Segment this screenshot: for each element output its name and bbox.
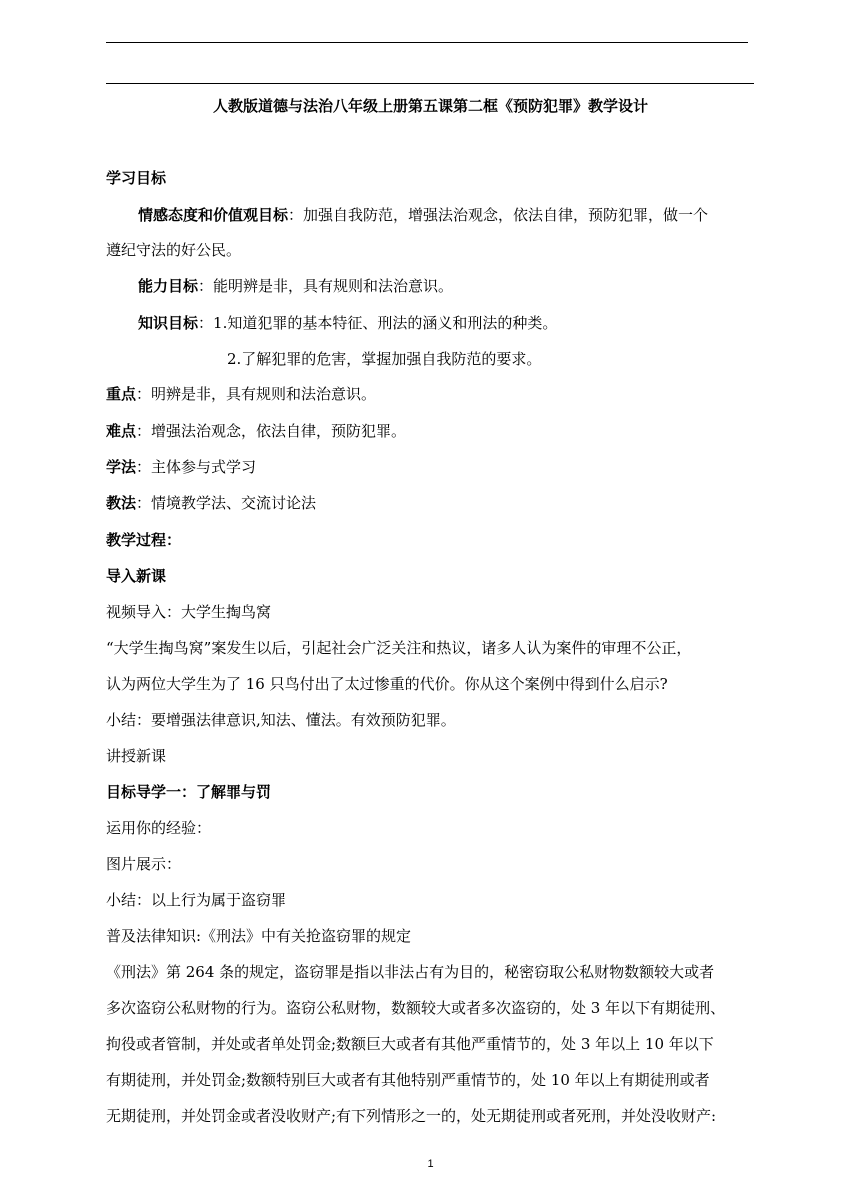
- video-intro: 视频导入：大学生掏鸟窝: [106, 603, 272, 621]
- knowledge-goal-label: 知识目标: [138, 314, 199, 332]
- experience: 运用你的经验：: [106, 819, 212, 837]
- law-line-5: 无期徒刑，并处罚金或者没收财产;有下列情形之一的，处无期徒刑或者死刑，并处没收财产:: [106, 1107, 717, 1125]
- law-line-2: 多次盗窃公私财物的行为。盗窃公私财物，数额较大或者多次盗窃的，处 3 年以下有期徒刑、: [106, 999, 726, 1017]
- teach-method-label: 教法: [106, 494, 137, 512]
- emotion-goal-label: 情感态度和价值观目标: [138, 206, 289, 224]
- key-point: [106, 384, 376, 404]
- colon: ：: [136, 458, 152, 476]
- colon: ：: [136, 422, 152, 440]
- page-number: 1: [427, 1158, 434, 1170]
- colon: ：: [198, 314, 214, 332]
- study-method: [106, 457, 256, 477]
- key-point-label: 重点: [106, 385, 137, 403]
- emotion-goal-line-2: 遵纪守法的好公民。: [106, 241, 242, 259]
- header-rule-top: [106, 42, 748, 43]
- study-method-text: 主体参与式学习: [151, 458, 257, 476]
- teach-method: [106, 493, 316, 513]
- case-line-1: “大学生掏鸟窝”案发生以后，引起社会广泛关注和热议，诸多人认为案件的审理不公正，: [106, 639, 692, 657]
- goals-heading: 学习目标: [106, 169, 167, 187]
- colon: ：: [136, 385, 152, 403]
- header-rule-bottom: [106, 83, 754, 84]
- law-intro: 普及法律知识:《刑法》中有关抢盗窃罪的规定: [106, 927, 412, 945]
- colon: ：: [288, 206, 304, 224]
- summary-2: 小结：以上行为属于盗窃罪: [106, 891, 287, 909]
- summary-1: 小结：要增强法律意识,知法、懂法。有效预防犯罪。: [106, 711, 456, 729]
- ability-goal-label: 能力目标: [138, 277, 199, 295]
- emotion-goal-text: 加强自我防范，增强法治观念，依法自律，预防犯罪，做一个: [303, 206, 709, 224]
- document-title: 人教版道德与法治八年级上册第五课第二框《预防犯罪》教学设计: [212, 97, 648, 115]
- knowledge-goal-line-1: [138, 313, 557, 333]
- law-line-1: 《刑法》第 264 条的规定，盗窃罪是指以非法占有为目的，秘密窃取公私财物数额较大或者: [106, 963, 715, 981]
- case-line-2: 认为两位大学生为了 16 只鸟付出了太过惨重的代价。你从这个案例中得到什么启示?: [106, 675, 668, 693]
- ability-goal: [138, 276, 453, 296]
- colon: ：: [136, 494, 152, 512]
- key-point-text: 明辨是非，具有规则和法治意识。: [151, 385, 377, 403]
- emotion-goal-line-1: [138, 205, 708, 225]
- difficulty-text: 增强法治观念，依法自律，预防犯罪。: [151, 422, 407, 440]
- intro-heading: 导入新课: [106, 567, 167, 585]
- difficulty: [106, 421, 406, 441]
- teach-method-text: 情境教学法、交流讨论法: [151, 494, 317, 512]
- knowledge-goal-text-1: 1.知道犯罪的基本特征、刑法的涵义和刑法的种类。: [213, 314, 558, 332]
- colon: ：: [198, 277, 214, 295]
- law-line-3: 拘役或者管制，并处或者单处罚金;数额巨大或者有其他严重情节的，处 3 年以上 10 年以下: [106, 1035, 714, 1053]
- new-lesson: 讲授新课: [106, 747, 167, 765]
- study-method-label: 学法: [106, 458, 137, 476]
- ability-goal-text: 能明辨是非，具有规则和法治意识。: [213, 277, 454, 295]
- picture-display: 图片展示：: [106, 855, 182, 873]
- knowledge-goal-line-2: 2.了解犯罪的危害，掌握加强自我防范的要求。: [227, 350, 542, 368]
- process-heading: 教学过程：: [106, 531, 182, 549]
- law-line-4: 有期徒刑，并处罚金;数额特别巨大或者有其他特别严重情节的，处 10 年以上有期徒刑或者: [106, 1071, 710, 1089]
- difficulty-label: 难点: [106, 422, 137, 440]
- target-1-heading: 目标导学一：了解罪与罚: [106, 783, 272, 801]
